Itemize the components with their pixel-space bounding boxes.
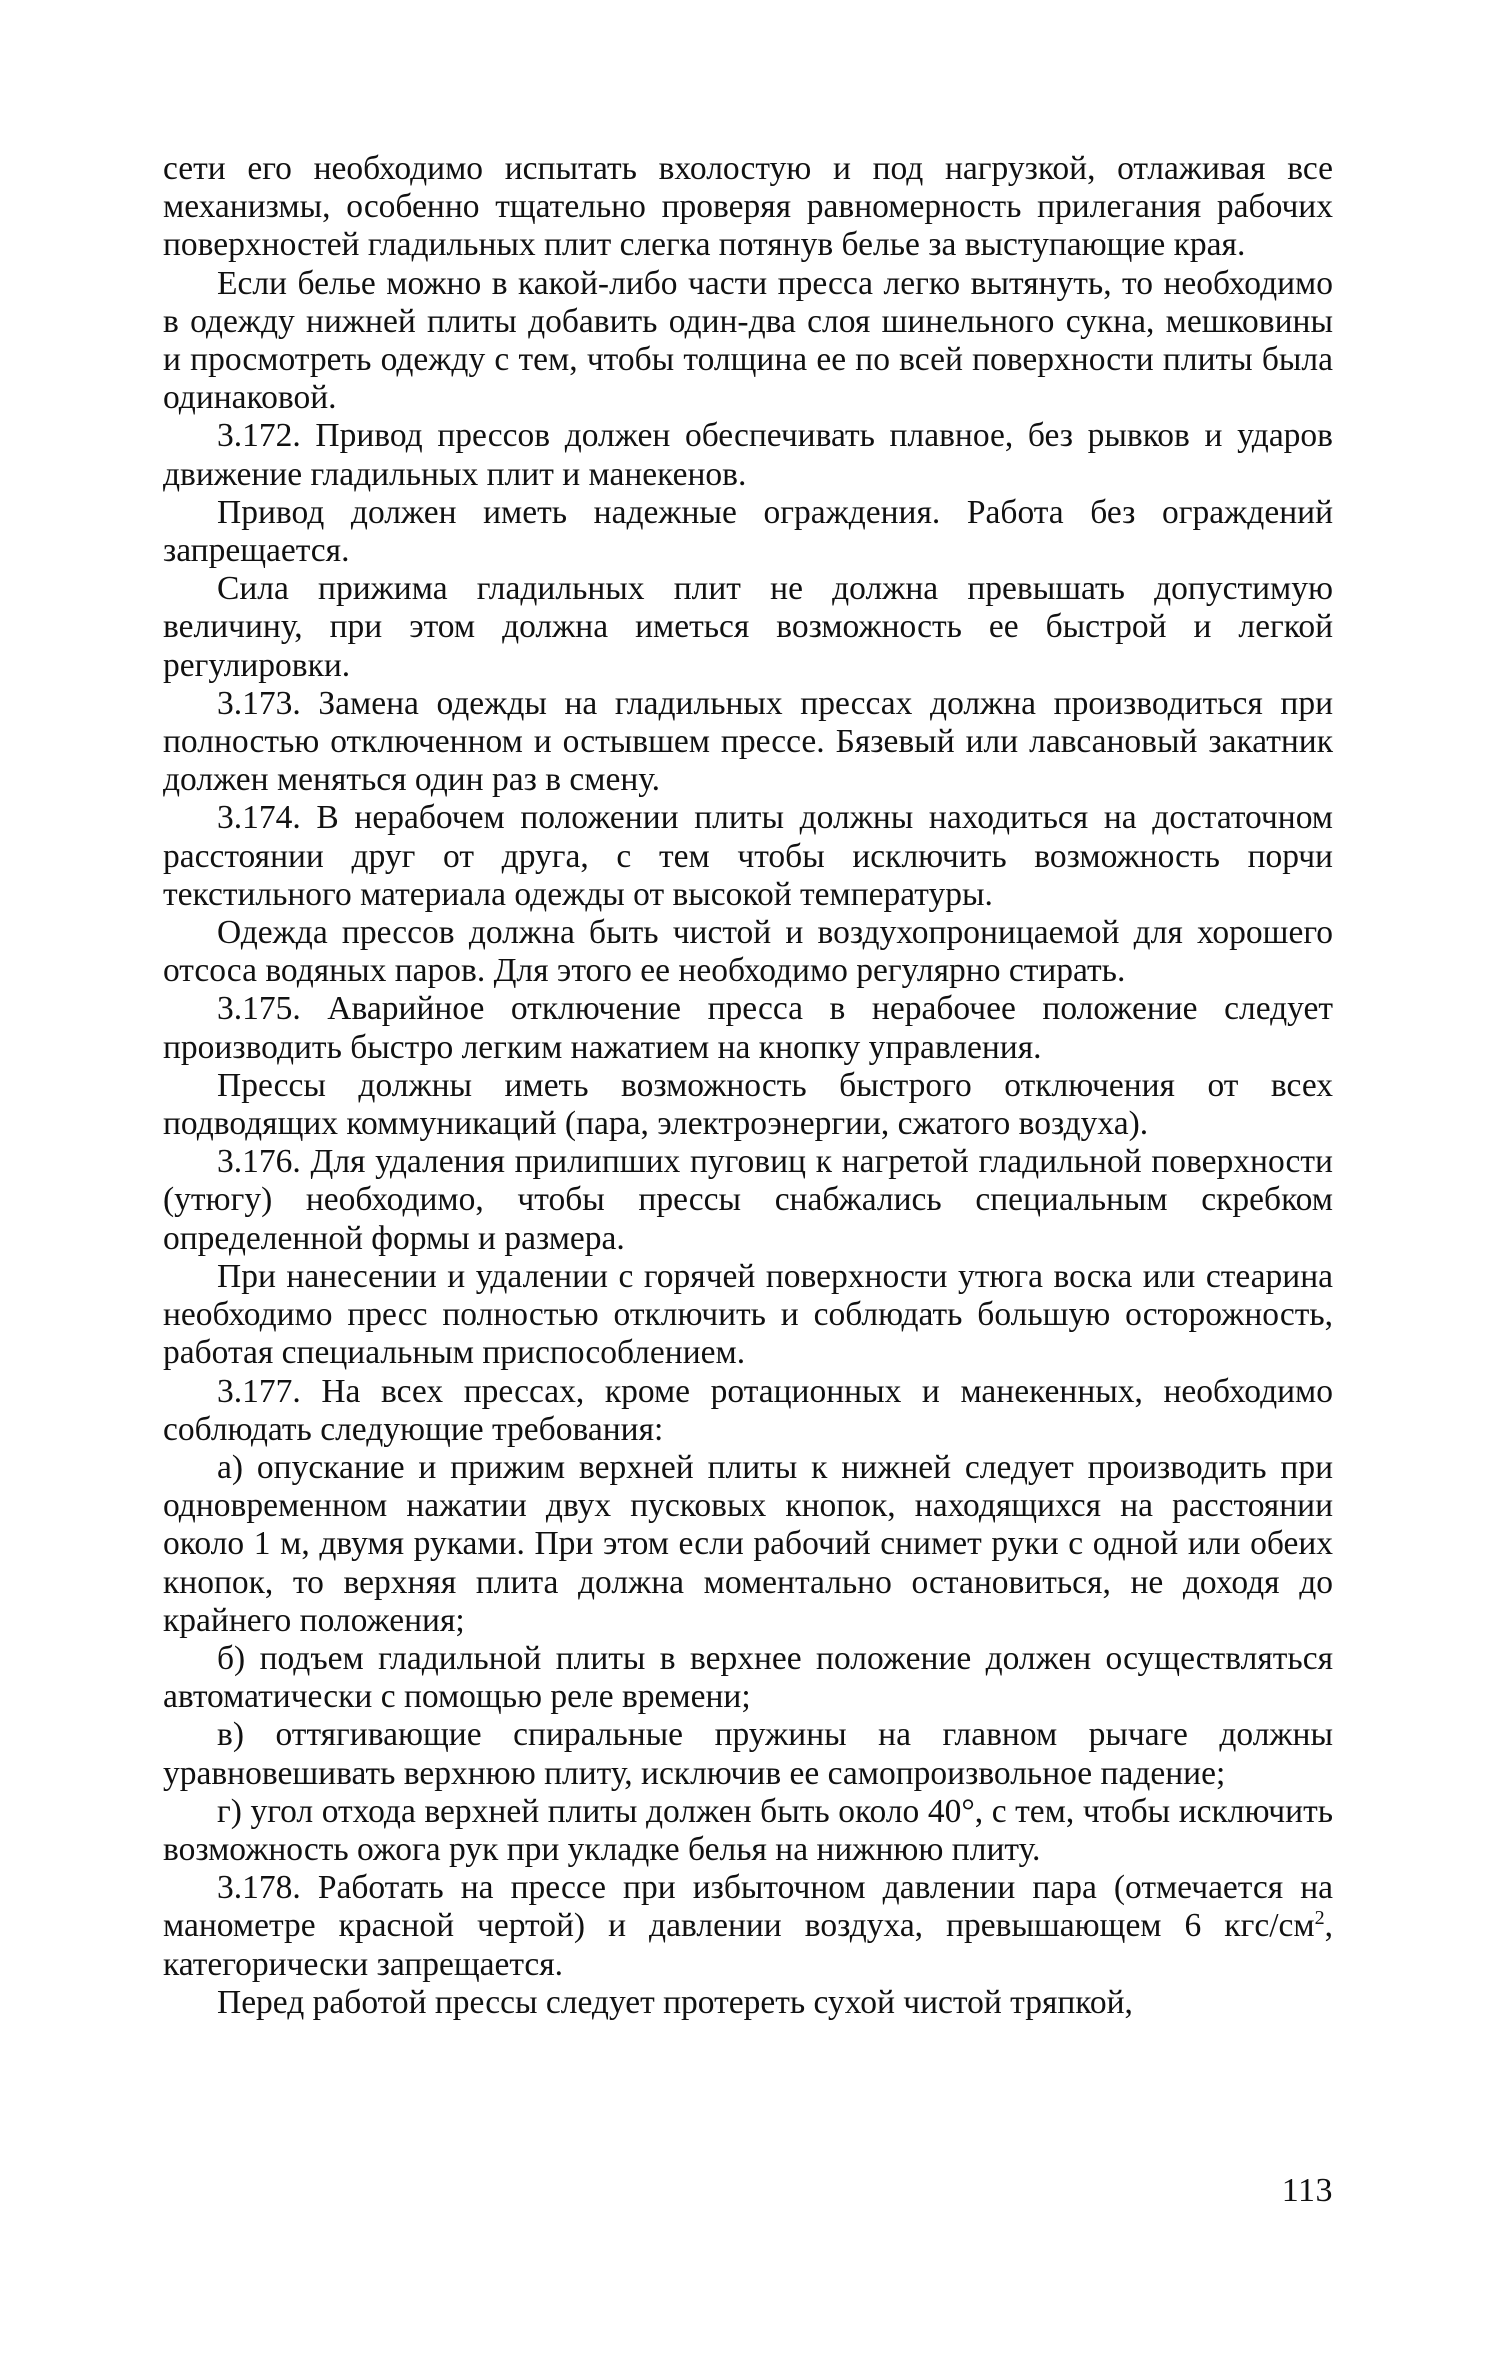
section-3-173: 3.173. Замена одежды на гладильных прессах должна производиться при полностью отключенном и остывшем прессе. Бязевый или лавсановый закатник должен меняться один раз в смену. [163, 684, 1333, 799]
paragraph: При нанесении и удалении с горячей поверхности утюга воска или стеарина необходимо пресс полностью отключить и соблюдать большую осторожность, работая специальным приспособлением. [163, 1257, 1333, 1372]
list-item-g: г) угол отхода верхней плиты должен быть около 40°, с тем, чтобы исключить возможность ожога рук при укладке белья на нижнюю плиту. [163, 1792, 1333, 1868]
section-3-174: 3.174. В нерабочем положении плиты должны находиться на достаточном расстоянии друг от друга, с тем чтобы исключить возможность порчи текстильного материала одежды от высокой температуры. [163, 799, 1333, 913]
paragraph: Привод должен иметь надежные ограждения. Работа без ограждений запрещается. [163, 493, 1333, 570]
paragraph: Прессы должны иметь возможность быстрого отключения от всех подводящих коммуникаций (пара, электроэнергии, сжатого воздуха). [163, 1066, 1333, 1143]
paragraph: Сила прижима гладильных плит не должна превышать допустимую величину, при этом должна иметься возможность ее быстрой и легкой регулировки. [163, 570, 1333, 684]
paragraph: Одежда прессов должна быть чистой и воздухопроницаемой для хорошего отсоса водяных паров. Для этого ее необходимо регулярно стирать. [163, 914, 1333, 990]
paragraph: сети его необходимо испытать вхолостую и под нагрузкой, отлаживая все механизмы, особенно тщательно проверяя равномерность прилегания рабочих поверхностей гладильных плит слегка потянув белье за выступающие края. [163, 150, 1333, 264]
paragraph: Перед работой прессы следует протереть сухой чистой тряпкой, [217, 1983, 1133, 2021]
section-3-178-text: 3.178. Работать на прессе при избыточном давлении пара (отмечается на манометре красной чертой) и давлении воздуха, превышающем 6 кгс/см [163, 1869, 1333, 1945]
superscript: 2 [1314, 1907, 1325, 1930]
list-item-b: б) подъем гладильной плиты в верхнее положение должен осуществляться автоматически с помощью реле времени; [163, 1639, 1333, 1716]
page-body [163, 150, 1333, 2022]
paragraph: Если белье можно в какой-либо части пресса легко вытянуть, то необходимо в одежду нижней плиты добавить один-два слоя шинельного сукна, мешковины и просмотреть одежду с тем, чтобы толщина ее по всей поверхности плиты была одинаковой. [163, 264, 1333, 417]
page-number: 113 [1281, 2172, 1333, 2209]
section-3-172: 3.172. Привод прессов должен обеспечивать плавное, без рывков и ударов движение гладильных плит и манекенов. [163, 417, 1333, 493]
section-3-177: 3.177. На всех прессах, кроме ротационных и манекенных, необходимо соблюдать следующие требования: [163, 1372, 1333, 1448]
list-item-v: в) оттягивающие спиральные пружины на главном рычаге должны уравновешивать верхнюю плиту, исключив ее самопроизвольное падение; [163, 1716, 1333, 1792]
section-3-175: 3.175. Аварийное отключение пресса в нерабочее положение следует производить быстро легким нажатием на кнопку управления. [163, 990, 1333, 1066]
section-3-178 [163, 1869, 1333, 1984]
list-item-a: а) опускание и прижим верхней плиты к нижней следует производить при одновременном нажатии двух пусковых кнопок, находящихся на расстоянии около 1 м, двумя руками. При этом если рабочий снимет руки с одной или обеих кнопок, то верхняя плита должна моментально остановиться, не доходя до крайнего положения; [163, 1448, 1333, 1639]
section-3-176: 3.176. Для удаления прилипших пуговиц к нагретой гладильной поверхности (утюгу) необходимо, чтобы прессы снабжались специальным скребком определенной формы и размера. [163, 1143, 1333, 1257]
section-3-178-tail: , категорически запрещается. [163, 1907, 1333, 1983]
